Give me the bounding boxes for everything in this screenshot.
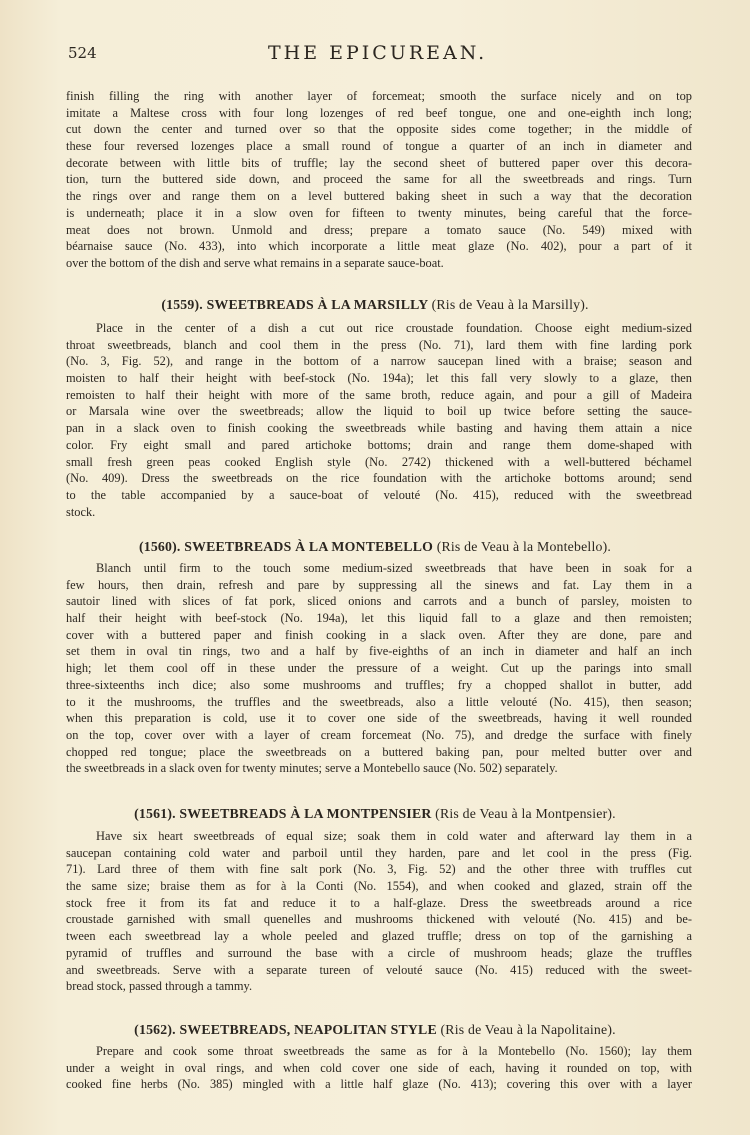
- text-line: these four reversed lozenges place a small round of tongue a quarter of an inch in diameter and: [66, 139, 692, 154]
- recipe-body-1559: [66, 320, 692, 520]
- text-line: is underneath; place it in a slow oven for fifteen to twenty minutes, being careful that the force-: [66, 205, 692, 220]
- text-line: cooked fine herbs (No. 385) mingled with a little half glaze (No. 413); covering this over with a layer: [66, 1077, 692, 1092]
- text-line: cover with a buttered paper and finish cooking in a slack oven. After they are done, pare and: [66, 627, 692, 642]
- text-line: to the table accompanied by a sauce-boat of velouté (No. 415), reduced with the sweetbread: [66, 487, 692, 502]
- text-line: on the top, cover over with a layer of cream forcemeat (No. 75), and dredge the surface with finely: [66, 727, 692, 742]
- recipe-heading-1559: [0, 297, 750, 313]
- text-line: the rings over and range them on a level buttered baking sheet in such a way that the decoration: [66, 189, 692, 204]
- text-line: over the bottom of the dish and serve what remains in a separate sauce-boat.: [66, 255, 444, 270]
- text-line: high; let them cool off in these under the pressure of a weight. Cut up the parings into small: [66, 661, 692, 676]
- text-line: stock.: [66, 504, 96, 519]
- text-line: (No. 409). Dress the sweetbreads on the rice foundation with the artichoke bottoms around; send: [66, 471, 692, 486]
- page-header: [68, 42, 688, 66]
- recipe-title: (1559). SWEETBREADS À LA MARSILLY: [161, 297, 428, 312]
- text-line: cut down the center and turned over so that the opposite sides come together; in the middle of: [66, 122, 692, 137]
- text-line: few hours, then drain, refresh and pare by suppressing all the sinews and fat. Lay them in a: [66, 577, 692, 592]
- text-line: color. Fry eight small and pared artichoke bottoms; drain and range them dome-shaped with: [66, 437, 692, 452]
- text-line: tween each sweetbread lay a whole peeled and glazed truffle; dress on top of the garnishing a: [66, 929, 692, 944]
- recipe-title: (1560). SWEETBREADS À LA MONTEBELLO: [138, 539, 434, 554]
- recipe-heading-1561: [0, 806, 750, 822]
- text-line: tion, turn the buttered side down, and proceed the same for all the sweetbreads and rings. Turn: [66, 172, 692, 187]
- text-line: (No. 3, Fig. 52), and range in the bottom of a narrow saucepan lined with a braise; season and: [66, 354, 692, 369]
- text-line: small fresh green peas cooked English style (No. 2742) thickened with a well-buttered béchamel: [66, 454, 692, 469]
- text-line: half their height with beef-stock (No. 194a), let this liquid fall to a glaze and then remoisten;: [66, 611, 692, 626]
- text-line: the same size; braise them as for à la Conti (No. 1554), and when cooked and glazed, strain off the: [66, 879, 692, 894]
- text-line: sautoir lined with slices of fat pork, sliced onions and carrots and a bunch of parsley, moisten to: [66, 594, 692, 609]
- text-line: finish filling the ring with another layer of forcemeat; smooth the surface nicely and on top: [66, 89, 692, 103]
- text-line: stock free it from its fat and reduce it to a half-glaze. Dress the sweetbreads around a rice: [66, 895, 692, 910]
- text-line: 71). Lard three of them with fine salt pork (No. 3, Fig. 52) and the other three with truffles cut: [66, 862, 692, 877]
- text-line: pan in a slack oven to finish cooking the sweetbreads while basting and having them attain a nice: [66, 421, 692, 436]
- page-number: 524: [68, 44, 97, 62]
- recipe-subtitle: (Ris de Veau à la Montebello).: [436, 539, 612, 554]
- text-line: under a weight in oval rings, and when cold cover one side of each, having it rounded on top, with: [66, 1060, 692, 1075]
- text-line: moisten to half their height with beef-stock (No. 194a); let this fall very slowly to a glaze, then: [66, 371, 692, 386]
- text-line: bread stock, passed through a tammy.: [66, 979, 253, 994]
- recipe-subtitle: (Ris de Veau à la Marsilly).: [431, 297, 589, 312]
- recipe-heading-1560: [0, 539, 750, 555]
- text-line: croustade garnished with small quenelles and mushrooms thickened with velouté (No. 415) and be-: [66, 912, 692, 927]
- running-head: THE EPICUREAN.: [268, 42, 488, 64]
- intro-paragraph: [66, 88, 692, 272]
- recipe-subtitle: (Ris de Veau à la Napolitaine).: [440, 1022, 616, 1037]
- text-line: and sweetbreads. Serve with a separate tureen of velouté sauce (No. 415) reduced with the sweet-: [66, 962, 692, 977]
- text-line: or Marsala wine over the sweetbreads; allow the liquid to boil up twice before setting the sauce-: [66, 404, 692, 419]
- text-line: saucepan containing cold water and parboil until they harden, pare and let cool in the press (Fig.: [66, 845, 692, 860]
- text-line: Blanch until firm to the touch some medium-sized sweetbreads that have been in soak for a: [96, 561, 692, 575]
- text-line: béarnaise sauce (No. 433), into which incorporate a little meat glaze (No. 402), pour a part of it: [66, 239, 692, 254]
- text-line: Place in the center of a dish a cut out rice croustade foundation. Choose eight medium-sized: [96, 321, 692, 335]
- recipe-body-1562: [66, 1043, 692, 1093]
- text-line: the sweetbreads in a slack oven for twenty minutes; serve a Montebello sauce (No. 502) separately.: [66, 761, 558, 776]
- recipe-body-1561: [66, 828, 692, 995]
- recipe-title: (1562). SWEETBREADS, NEAPOLITAN STYLE: [134, 1022, 437, 1037]
- text-line: imitate a Maltese cross with four long lozenges of red beef tongue, one and one-eighth inch long;: [66, 105, 692, 120]
- text-line: Prepare and cook some throat sweetbreads the same as for à la Montebello (No. 1560); lay them: [96, 1044, 692, 1058]
- text-line: Have six heart sweetbreads of equal size; soak them in cold water and afterward lay them in a: [96, 829, 692, 843]
- recipe-body-1560: [66, 560, 692, 777]
- text-line: throat sweetbreads, blanch and cool them in the press (No. 71), lard them with fine larding pork: [66, 337, 692, 352]
- text-line: meat does not brown. Unmold and dress; prepare a tomato sauce (No. 549) mixed with: [66, 222, 692, 237]
- text-line: decorate between with little bits of truffle; lay the second sheet of buttered paper over this decora-: [66, 155, 692, 170]
- text-line: to it the mushrooms, the truffles and the sweetbreads, also a little velouté (No. 415), then season;: [66, 694, 692, 709]
- recipe-title: (1561). SWEETBREADS À LA MONTPENSIER: [134, 806, 432, 821]
- text-line: chopped red tongue; place the sweetbreads on a buttered baking pan, pour melted butter over and: [66, 744, 692, 759]
- text-line: set them in oval tin rings, two and a half by five-eighths of an inch in diameter and half an inch: [66, 644, 692, 659]
- recipe-heading-1562: [0, 1022, 750, 1038]
- recipe-subtitle: (Ris de Veau à la Montpensier).: [435, 806, 616, 821]
- text-line: remoisten to half their height with more of the same broth, reduce again, and pour a gill of Madeira: [66, 387, 692, 402]
- text-line: when this preparation is cold, use it to cover one side of the sweetbreads, having it well rounded: [66, 711, 692, 726]
- text-line: three-sixteenths inch dice; also some mushrooms and truffles; fry a chopped shallot in butter, add: [66, 677, 692, 692]
- text-line: pyramid of truffles and surround the base with a circle of mushroom heads; glaze the truffles: [66, 945, 692, 960]
